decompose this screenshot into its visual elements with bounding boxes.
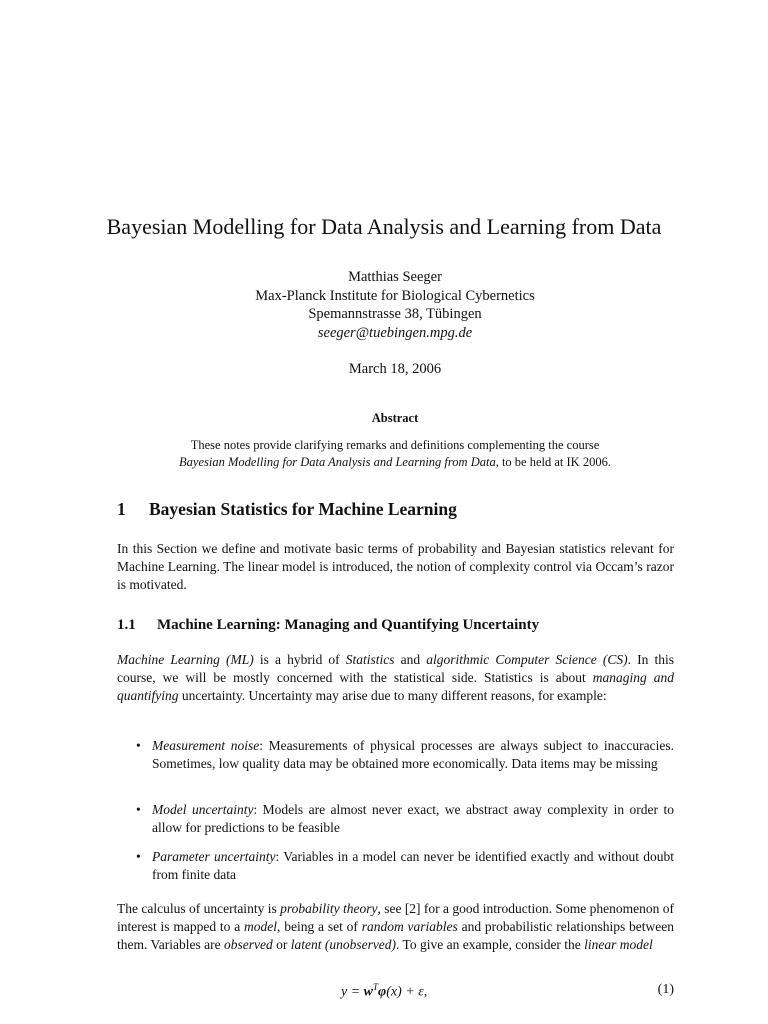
ml-text-4: uncertainty. Uncertainty may arise due to many different reasons, for example: <box>178 688 607 703</box>
prob-text-6: . To give an example, consider the <box>396 937 585 952</box>
prob-text-4: and probabilistic relationships between them. Variables are <box>117 919 674 952</box>
list-item-label: Measurement noise <box>152 738 260 753</box>
probability-paragraph <box>117 900 674 954</box>
section-1-heading <box>117 499 457 520</box>
term-observed: observed <box>223 937 273 952</box>
term-statistics: Statistics <box>345 652 395 667</box>
ml-text-3: . In this course, we will be mostly concerned with the statistical side. Statistics is about <box>117 652 674 685</box>
abstract-body <box>0 437 768 471</box>
equation-number: (1) <box>657 982 674 997</box>
abstract-line-1: These notes provide clarifying remarks and definitions complementing the course <box>190 438 600 452</box>
abstract-heading: Abstract <box>371 411 419 425</box>
term-latent: latent (unobserved) <box>290 937 397 952</box>
subsection-1-1-number: 1.1 <box>117 617 136 633</box>
prob-text-1: The calculus of uncertainty is <box>117 901 281 916</box>
prob-text-2: , see [2] for a good introduction. Some phenomenon of interest is mapped to a <box>117 901 675 934</box>
author-name: Matthias Seeger <box>348 269 442 285</box>
section-1-intro: In this Section we define and motivate basic terms of probability and Bayesian statistics relevant for Machine Learning. The linear model is introduced, the notion of complexity control via Occam’s razor is motivated. <box>117 541 674 592</box>
list-item-label: Parameter uncertainty <box>152 849 276 864</box>
paper-title: Bayesian Modelling for Data Analysis and Learning from Data <box>106 214 662 239</box>
subsection-1-1-title: Machine Learning: Managing and Quantifying Uncertainty <box>157 617 540 633</box>
term-managing-quantifying: managing and quantifying <box>117 670 675 703</box>
paper-date: March 18, 2006 <box>348 361 442 377</box>
author-block <box>0 268 768 342</box>
abstract-course-title: Bayesian Modelling for Data Analysis and Learning from Data <box>179 455 496 469</box>
term-model: model <box>244 919 278 934</box>
prob-text-3: , being a set of <box>277 919 362 934</box>
term-linear-model: linear model <box>584 937 653 952</box>
bullet-icon: • <box>136 802 141 817</box>
ml-text-2: and <box>394 652 427 667</box>
equation-phi: φ <box>378 984 387 1000</box>
equation-transpose: T <box>373 982 379 992</box>
list-item-text <box>152 801 674 837</box>
list-item-body: : Variables in a model can never be identified exactly and without doubt from finite data <box>152 849 674 882</box>
author-affiliation: Max-Planck Institute for Biological Cybernetics <box>255 287 535 304</box>
subsection-1-1-heading <box>117 617 539 634</box>
bullet-icon: • <box>136 849 141 864</box>
list-item-text <box>152 737 674 773</box>
ml-text-1: is a hybrid of <box>253 652 346 667</box>
term-random-variables: random variables <box>361 919 458 934</box>
term-algorithmic-cs: algorithmic Computer Science (CS) <box>426 652 628 667</box>
list-item-label: Model uncertainty <box>152 802 254 817</box>
section-1-title: Bayesian Statistics for Machine Learning <box>149 499 457 519</box>
prob-text-5: or <box>272 937 291 952</box>
abstract-line-2 <box>0 454 768 471</box>
bullet-icon: • <box>136 738 141 753</box>
ml-paragraph <box>117 651 674 705</box>
author-email: seeger@tuebingen.mpg.de <box>317 324 473 341</box>
list-item-body: : Measurements of physical processes are always subject to inaccuracies. Sometimes, low quality data may be obtained more economically. Data items may be missing <box>152 738 674 771</box>
equation-w: w <box>363 984 374 1000</box>
abstract-line-2-tail: , to be held at IK 2006. <box>495 455 611 469</box>
author-address: Spemannstrasse 38, Tübingen <box>308 306 482 322</box>
equation-lhs: y = <box>341 984 364 1000</box>
list-item <box>117 848 674 884</box>
term-machine-learning: Machine Learning (ML) <box>117 652 254 667</box>
list-item-text <box>152 848 674 884</box>
list-item-body: : Models are almost never exact, we abstract away complexity in order to allow for predictions to be feasible <box>152 802 674 835</box>
list-item <box>117 801 674 837</box>
section-1-number: 1 <box>117 499 126 519</box>
equation-rhs: (x) + ε, <box>386 984 428 1000</box>
term-probability-theory: probability theory <box>280 901 378 916</box>
list-item <box>117 737 674 773</box>
equation-expression <box>341 982 427 1001</box>
